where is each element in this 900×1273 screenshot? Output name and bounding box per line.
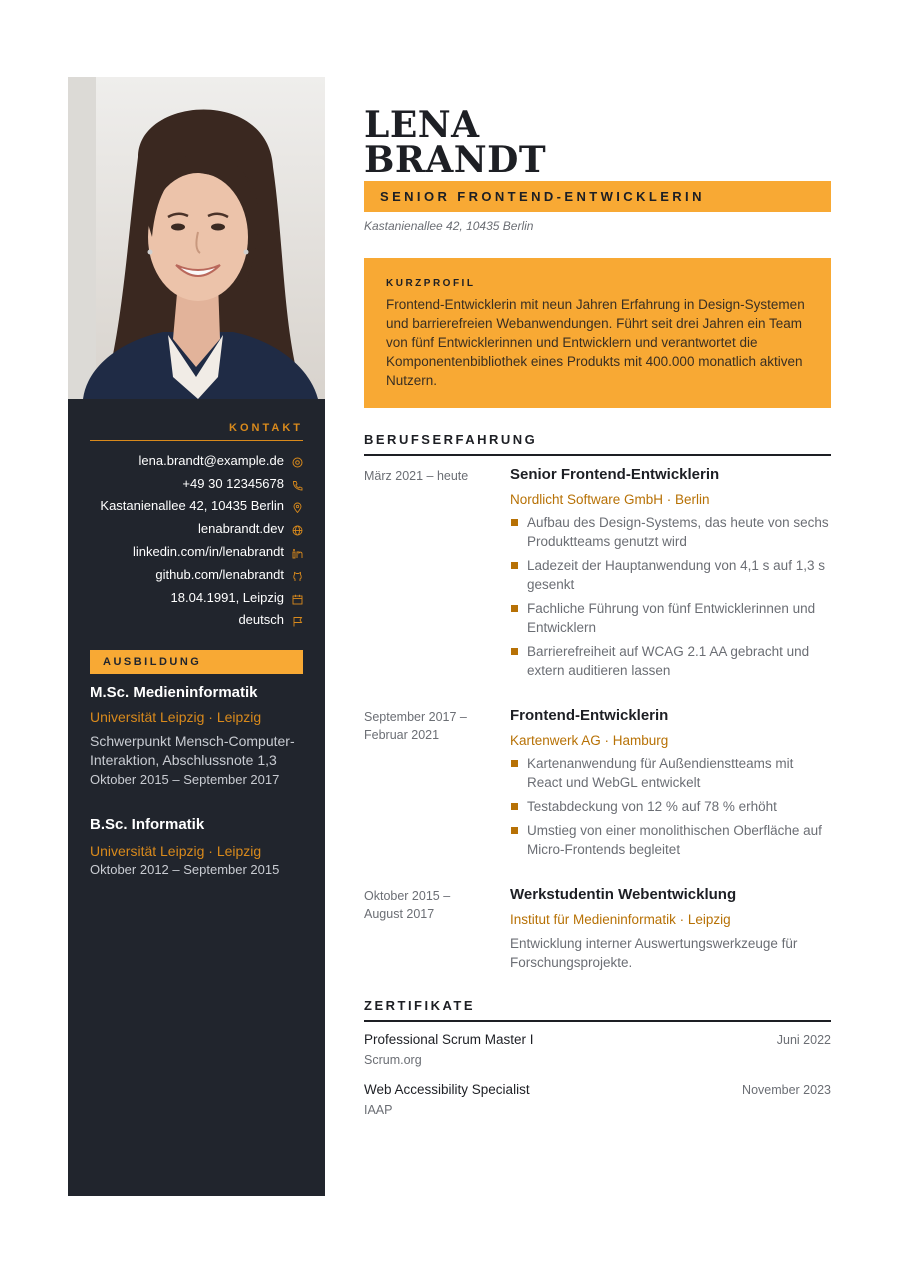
contact-website-text[interactable]: lenabrandt.dev — [197, 521, 284, 537]
certificate-name: Professional Scrum Master I — [364, 1032, 534, 1047]
phone-icon — [292, 478, 303, 489]
square-bullet-icon — [511, 648, 518, 655]
certificate-date: November 2023 — [742, 1083, 831, 1097]
bullet-text: Testabdeckung von 12 % auf 78 % erhöht — [527, 799, 777, 814]
square-bullet-icon — [511, 605, 518, 612]
first-name: LENA — [364, 104, 480, 146]
education-dates: Oktober 2012 – September 2015 — [90, 862, 280, 877]
job-company: Nordlicht Software GmbH · Berlin — [510, 492, 710, 507]
linkedin-icon — [292, 546, 303, 557]
bullet-text: Fachliche Führung von fünf Entwicklerinnen und Entwicklern — [527, 601, 816, 635]
education-institution: Universität Leipzig · Leipzig — [90, 843, 262, 859]
contact-heading: KONTAKT — [90, 422, 303, 441]
certificates-heading: ZERTIFIKATE — [364, 998, 831, 1022]
contact-birth — [90, 586, 303, 609]
contact-phone[interactable] — [90, 472, 303, 495]
calendar-icon — [292, 592, 303, 603]
list-item — [510, 556, 831, 594]
list-item — [510, 513, 831, 551]
certificate-issuer: IAAP — [364, 1103, 393, 1117]
person-name — [364, 104, 547, 181]
education-entry — [90, 816, 310, 877]
job-content — [510, 466, 831, 685]
square-bullet-icon — [511, 760, 518, 767]
education-degree: M.Sc. Medieninformatik — [90, 684, 258, 701]
contact-nationality-text: deutsch — [238, 612, 284, 628]
square-bullet-icon — [511, 803, 518, 810]
job-title: Senior Frontend-Entwicklerin — [510, 466, 720, 483]
job-description: Entwicklung interner Auswertungswerkzeuge für Forschungsprojekte. — [510, 936, 798, 970]
education-institution: Universität Leipzig · Leipzig — [90, 709, 262, 725]
contact-phone-text[interactable]: +49 30 12345678 — [182, 475, 284, 491]
list-item — [510, 754, 831, 792]
flag-icon — [292, 614, 303, 625]
certificate-issuer: Scrum.org — [364, 1053, 422, 1067]
profile-text: Frontend-Entwicklerin mit neun Jahren Erfahrung in Design-Systemen und barrierefreien Webanwendungen. Führt seit drei Jahren ein Team von fünf Entwicklerinnen und Entwicklern und verantwortet die Komponentenbibliothek eines Produkts mit 400.000 monatlich aktiven Nutzern. — [386, 297, 805, 388]
job-title: Werkstudentin Webentwicklung — [510, 886, 737, 903]
globe-icon — [292, 523, 303, 534]
bullet-text: Aufbau des Design-Systems, das heute von sechs Produktteams genutzt wird — [527, 515, 829, 549]
job-title: Frontend-Entwicklerin — [510, 707, 669, 724]
certificate-entry — [364, 1032, 831, 1067]
contact-website[interactable] — [90, 517, 303, 540]
job-dates: September 2017 – Februar 2021 — [364, 710, 467, 742]
education-entry — [90, 684, 310, 787]
bullet-text: Barrierefreiheit auf WCAG 2.1 AA gebracht und extern auditieren lassen — [527, 644, 810, 678]
job-title-banner: SENIOR FRONTEND-ENTWICKLERIN — [364, 181, 831, 212]
bullet-text: Kartenanwendung für Außendienstteams mit React und WebGL entwickelt — [527, 756, 794, 790]
list-item — [510, 797, 831, 816]
contact-github-text[interactable]: github.com/lenabrandt — [155, 566, 284, 582]
education-dates: Oktober 2015 – September 2017 — [90, 772, 280, 787]
certificate-name: Web Accessibility Specialist — [364, 1082, 530, 1097]
job-bullets — [510, 513, 831, 680]
github-icon — [292, 569, 303, 580]
square-bullet-icon — [511, 519, 518, 526]
square-bullet-icon — [511, 827, 518, 834]
profile-heading: KURZPROFIL — [386, 278, 476, 289]
education-heading: AUSBILDUNG — [90, 650, 303, 674]
profile-box — [364, 258, 831, 408]
sidebar — [68, 77, 325, 1196]
contact-nationality — [90, 609, 303, 632]
header-address: Kastanienallee 42, 10435 Berlin — [364, 219, 534, 233]
job-company: Kartenwerk AG · Hamburg — [510, 733, 669, 748]
bullet-text: Ladezeit der Hauptanwendung von 4,1 s auf 1,3 s gesenkt — [527, 558, 825, 592]
education-degree: B.Sc. Informatik — [90, 816, 205, 833]
profile-photo — [68, 77, 325, 399]
contact-birth-text: 18.04.1991, Leipzig — [170, 589, 284, 605]
contact-address — [90, 495, 303, 518]
list-item — [510, 599, 831, 637]
certificate-date: Juni 2022 — [776, 1033, 831, 1047]
contact-email-text[interactable]: lena.brandt@example.de — [138, 452, 284, 468]
list-item — [510, 821, 831, 859]
contact-email[interactable] — [90, 449, 303, 472]
contact-address-text: Kastanienallee 42, 10435 Berlin — [100, 498, 284, 514]
education-description: Schwerpunkt Mensch-Computer-Interaktion, Abschlussnote 1,3 — [90, 733, 295, 768]
contact-list — [90, 449, 303, 631]
contact-github[interactable] — [90, 563, 303, 586]
certificate-entry — [364, 1082, 831, 1117]
at-icon — [292, 455, 303, 466]
square-bullet-icon — [511, 562, 518, 569]
job-content — [510, 707, 831, 864]
last-name: BRANDT — [364, 139, 547, 181]
contact-linkedin-text[interactable]: linkedin.com/in/lenabrandt — [132, 544, 284, 560]
job-dates: März 2021 – heute — [364, 469, 469, 483]
job-company: Institut für Medieninformatik · Leipzig — [510, 912, 731, 927]
portrait-illustration — [68, 77, 325, 399]
job-content — [510, 886, 831, 972]
bullet-text: Umstieg von einer monolithischen Oberfläche auf Micro-Frontends begleitet — [527, 823, 822, 857]
job-bullets — [510, 754, 831, 859]
contact-linkedin[interactable] — [90, 540, 303, 563]
location-pin-icon — [292, 500, 303, 511]
job-dates: Oktober 2015 – August 2017 — [364, 889, 451, 921]
list-item — [510, 642, 831, 680]
experience-heading: BERUFSERFAHRUNG — [364, 432, 831, 456]
